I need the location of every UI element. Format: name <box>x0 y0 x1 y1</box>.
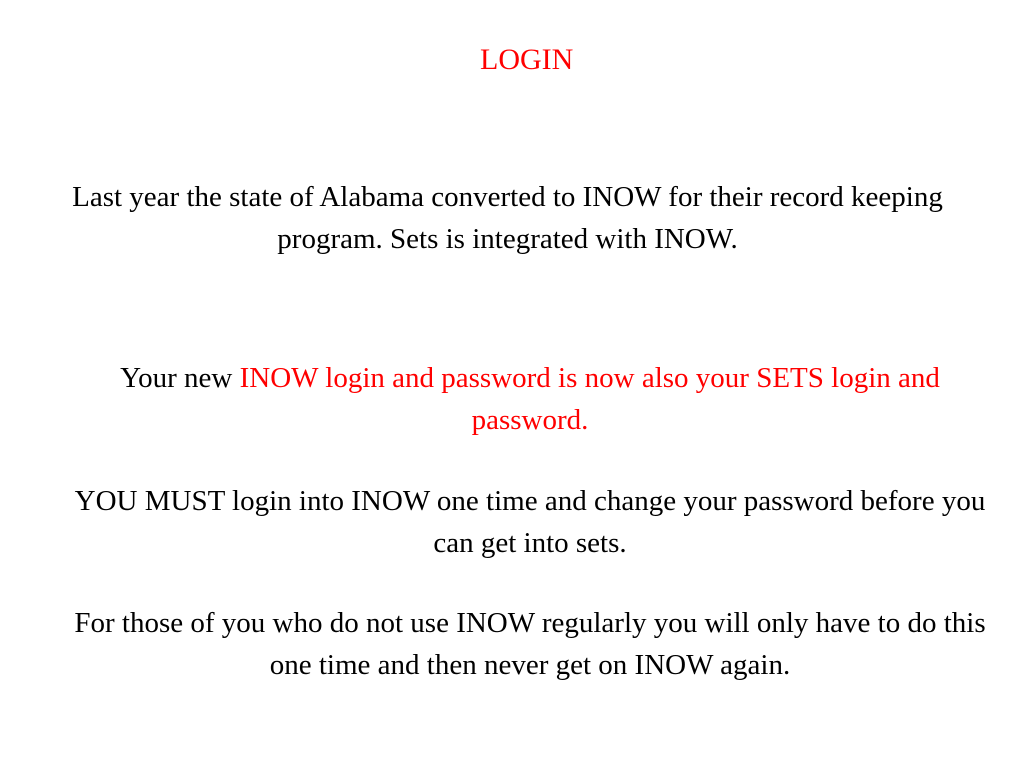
login-paragraph-prefix: Your new <box>120 362 240 394</box>
slide-title: LOGIN <box>480 43 574 76</box>
must-paragraph: YOU MUST login into INOW one time and change your password before you can get into sets. <box>74 485 986 559</box>
login-paragraph <box>60 357 1000 441</box>
regular-use-paragraph: For those of you who do not use INOW regularly you will only have to do this one time and then never get on INOW again. <box>74 607 986 681</box>
login-paragraph-highlight: INOW login and password is now also your SETS login and password. <box>239 362 940 436</box>
intro-paragraph: Last year the state of Alabama converted to INOW for their record keeping program. Sets is integrated with INOW. <box>72 181 943 255</box>
